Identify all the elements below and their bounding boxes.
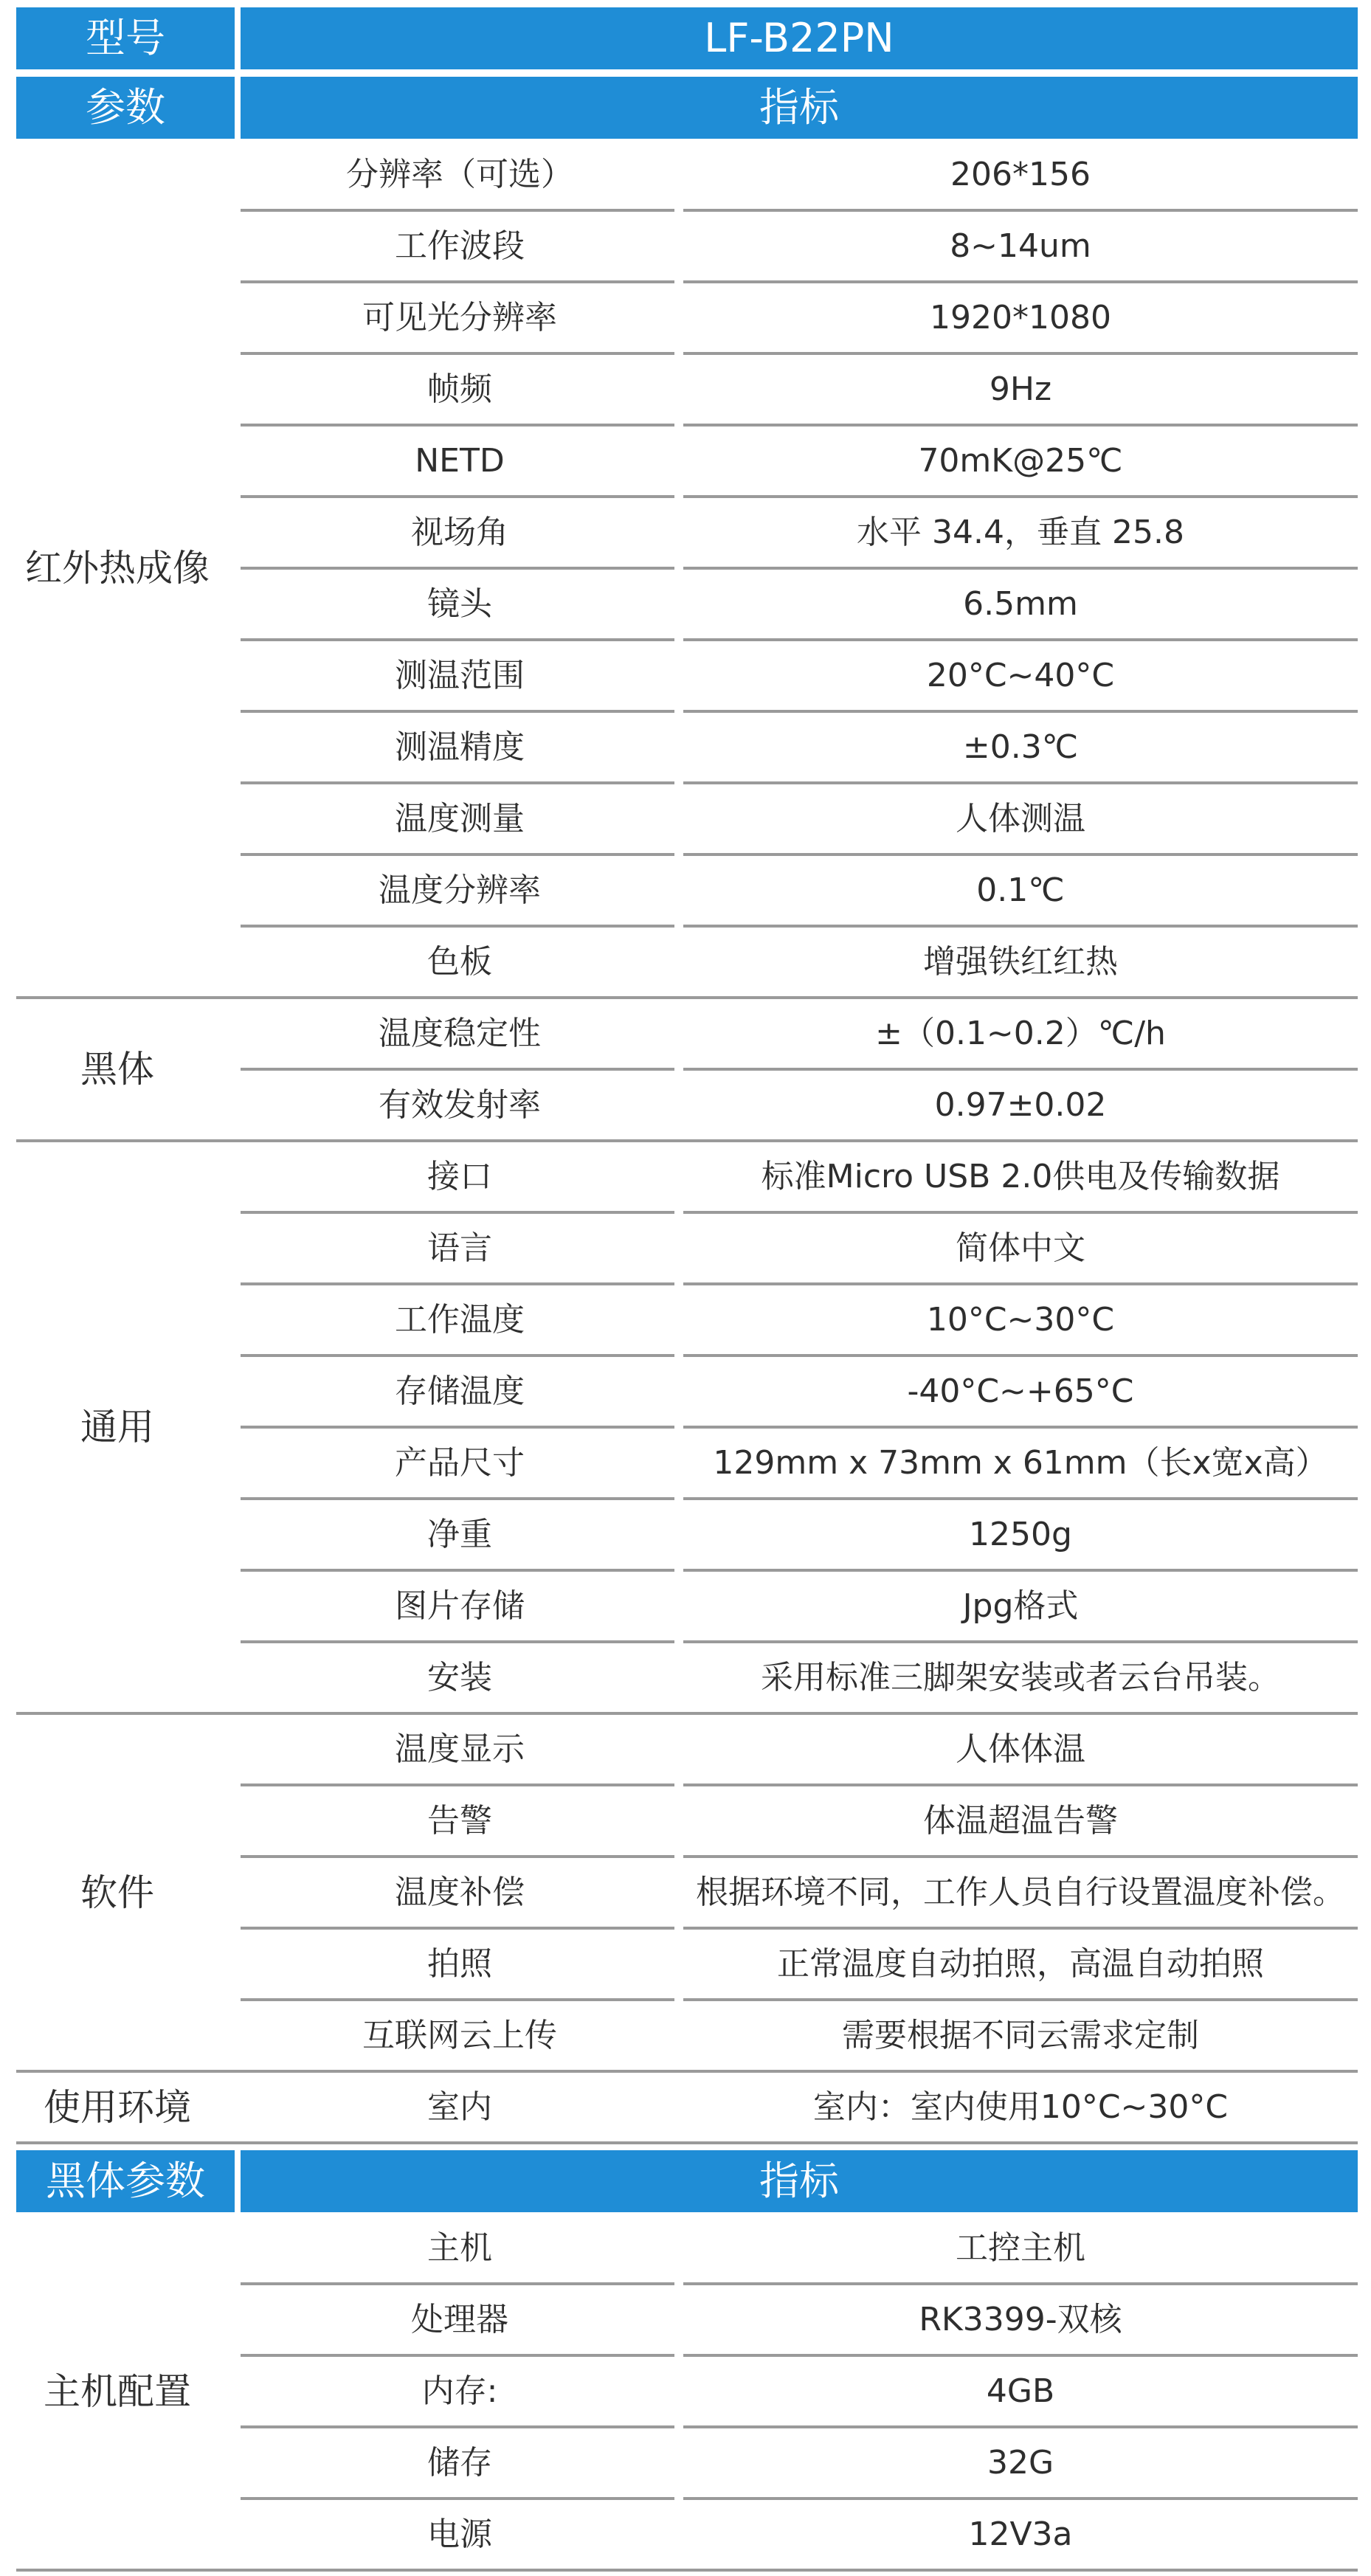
param-value: 10°C~30°C [926, 1300, 1115, 1339]
param-name: 测温范围 [395, 656, 525, 694]
param-value: 标准Micro USB 2.0供电及传输数据 [761, 1157, 1280, 1195]
param-name: 互联网云上传 [362, 2016, 557, 2054]
param-name: 安装 [427, 1658, 492, 1696]
param-name: 分辨率（可选） [346, 155, 573, 193]
param-value: 1920*1080 [930, 298, 1111, 336]
param-value: 人体测温 [956, 799, 1085, 838]
param-name: 图片存储 [395, 1586, 525, 1625]
param-name: 温度显示 [395, 1730, 525, 1768]
blackbody-label: 黑体参数 [46, 2158, 205, 2204]
param-label-cell [16, 77, 235, 139]
param-value: 206*156 [950, 155, 1091, 193]
param-value: 1250g [969, 1515, 1072, 1553]
blackbody-spec-cell [241, 2150, 1358, 2212]
param-name: 告警 [427, 1801, 492, 1840]
param-name: 处理器 [411, 2300, 508, 2338]
param-value: 正常温度自动拍照，高温自动拍照 [777, 1944, 1264, 1983]
param-value: 根据环境不同，工作人员自行设置温度补偿。 [696, 1873, 1345, 1911]
param-name: 接口 [427, 1157, 492, 1195]
param-name: 内存: [421, 2372, 498, 2410]
group-divider [16, 2569, 1358, 2572]
param-name: 有效发射率 [379, 1085, 541, 1124]
param-name: 产品尺寸 [395, 1443, 525, 1482]
model-label-cell [16, 7, 235, 69]
param-name: 可见光分辨率 [362, 298, 557, 336]
param-name: 工作波段 [395, 227, 525, 265]
param-name: 电源 [427, 2515, 492, 2553]
param-value: 4GB [986, 2372, 1055, 2410]
blackbody-spec-label: 指标 [759, 2158, 839, 2204]
param-value: 9Hz [989, 370, 1052, 408]
param-value: 增强铁红红热 [923, 942, 1118, 981]
param-name: 温度分辨率 [379, 871, 541, 909]
param-name: 工作温度 [395, 1300, 525, 1339]
param-value: 8~14um [950, 227, 1091, 265]
param-value: 水平 34.4，垂直 25.8 [857, 513, 1184, 551]
param-value: 70mK@25℃ [918, 441, 1123, 480]
param-value: 简体中文 [956, 1229, 1085, 1267]
param-name: 存储温度 [395, 1372, 525, 1410]
model-value: LF-B22PN [704, 15, 894, 61]
param-name: 净重 [427, 1515, 492, 1553]
param-name: 测温精度 [395, 728, 525, 766]
group-label: 红外热成像 [25, 547, 210, 590]
model-label: 型号 [86, 15, 165, 61]
param-name: 室内 [427, 2088, 492, 2126]
param-name: 温度测量 [395, 799, 525, 838]
param-value: 体温超温告警 [923, 1801, 1118, 1840]
spec-label: 指标 [759, 84, 839, 131]
model-value-cell [241, 7, 1358, 69]
group-label: 软件 [80, 1871, 154, 1914]
param-value: RK3399-双核 [919, 2300, 1122, 2338]
param-value: Jpg格式 [962, 1586, 1079, 1625]
param-value: ±（0.1~0.2）℃/h [875, 1014, 1166, 1052]
param-value: 12V3a [968, 2515, 1073, 2553]
param-value: 采用标准三脚架安装或者云台吊装。 [761, 1658, 1280, 1696]
param-name: 温度补偿 [395, 1873, 525, 1911]
param-label: 参数 [86, 84, 165, 131]
param-name: NETD [415, 441, 505, 480]
param-name: 储存 [427, 2443, 492, 2482]
param-value: 32G [987, 2443, 1054, 2482]
param-name: 拍照 [427, 1944, 492, 1983]
param-name: 主机 [427, 2228, 492, 2267]
param-name: 视场角 [411, 513, 508, 551]
param-value: 129mm x 73mm x 61mm（长x宽x高） [713, 1443, 1328, 1482]
param-value: 需要根据不同云需求定制 [842, 2016, 1199, 2054]
param-name: 色板 [427, 942, 492, 981]
group-label: 使用环境 [44, 2085, 191, 2129]
group-label: 通用 [80, 1406, 154, 1448]
param-value: 室内：室内使用10°C~30°C [812, 2088, 1229, 2126]
param-value: 6.5mm [963, 584, 1078, 623]
param-value: 工控主机 [956, 2228, 1085, 2267]
param-name: 语言 [427, 1229, 492, 1267]
group-label: 主机配置 [44, 2369, 191, 2413]
param-value: 人体体温 [956, 1730, 1085, 1768]
param-name: 镜头 [427, 584, 492, 623]
group-label: 黑体 [80, 1048, 154, 1091]
param-value: ±0.3℃ [962, 728, 1079, 766]
param-name: 帧频 [427, 370, 492, 408]
param-value: 20°C~40°C [926, 656, 1115, 694]
blackbody-label-cell [16, 2150, 235, 2212]
param-name: 温度稳定性 [379, 1014, 541, 1052]
param-value: 0.1℃ [976, 871, 1065, 909]
param-value: -40°C~+65°C [907, 1372, 1134, 1410]
param-value: 0.97±0.02 [934, 1085, 1107, 1124]
spec-label-cell [241, 77, 1358, 139]
group-divider [16, 2141, 1358, 2144]
